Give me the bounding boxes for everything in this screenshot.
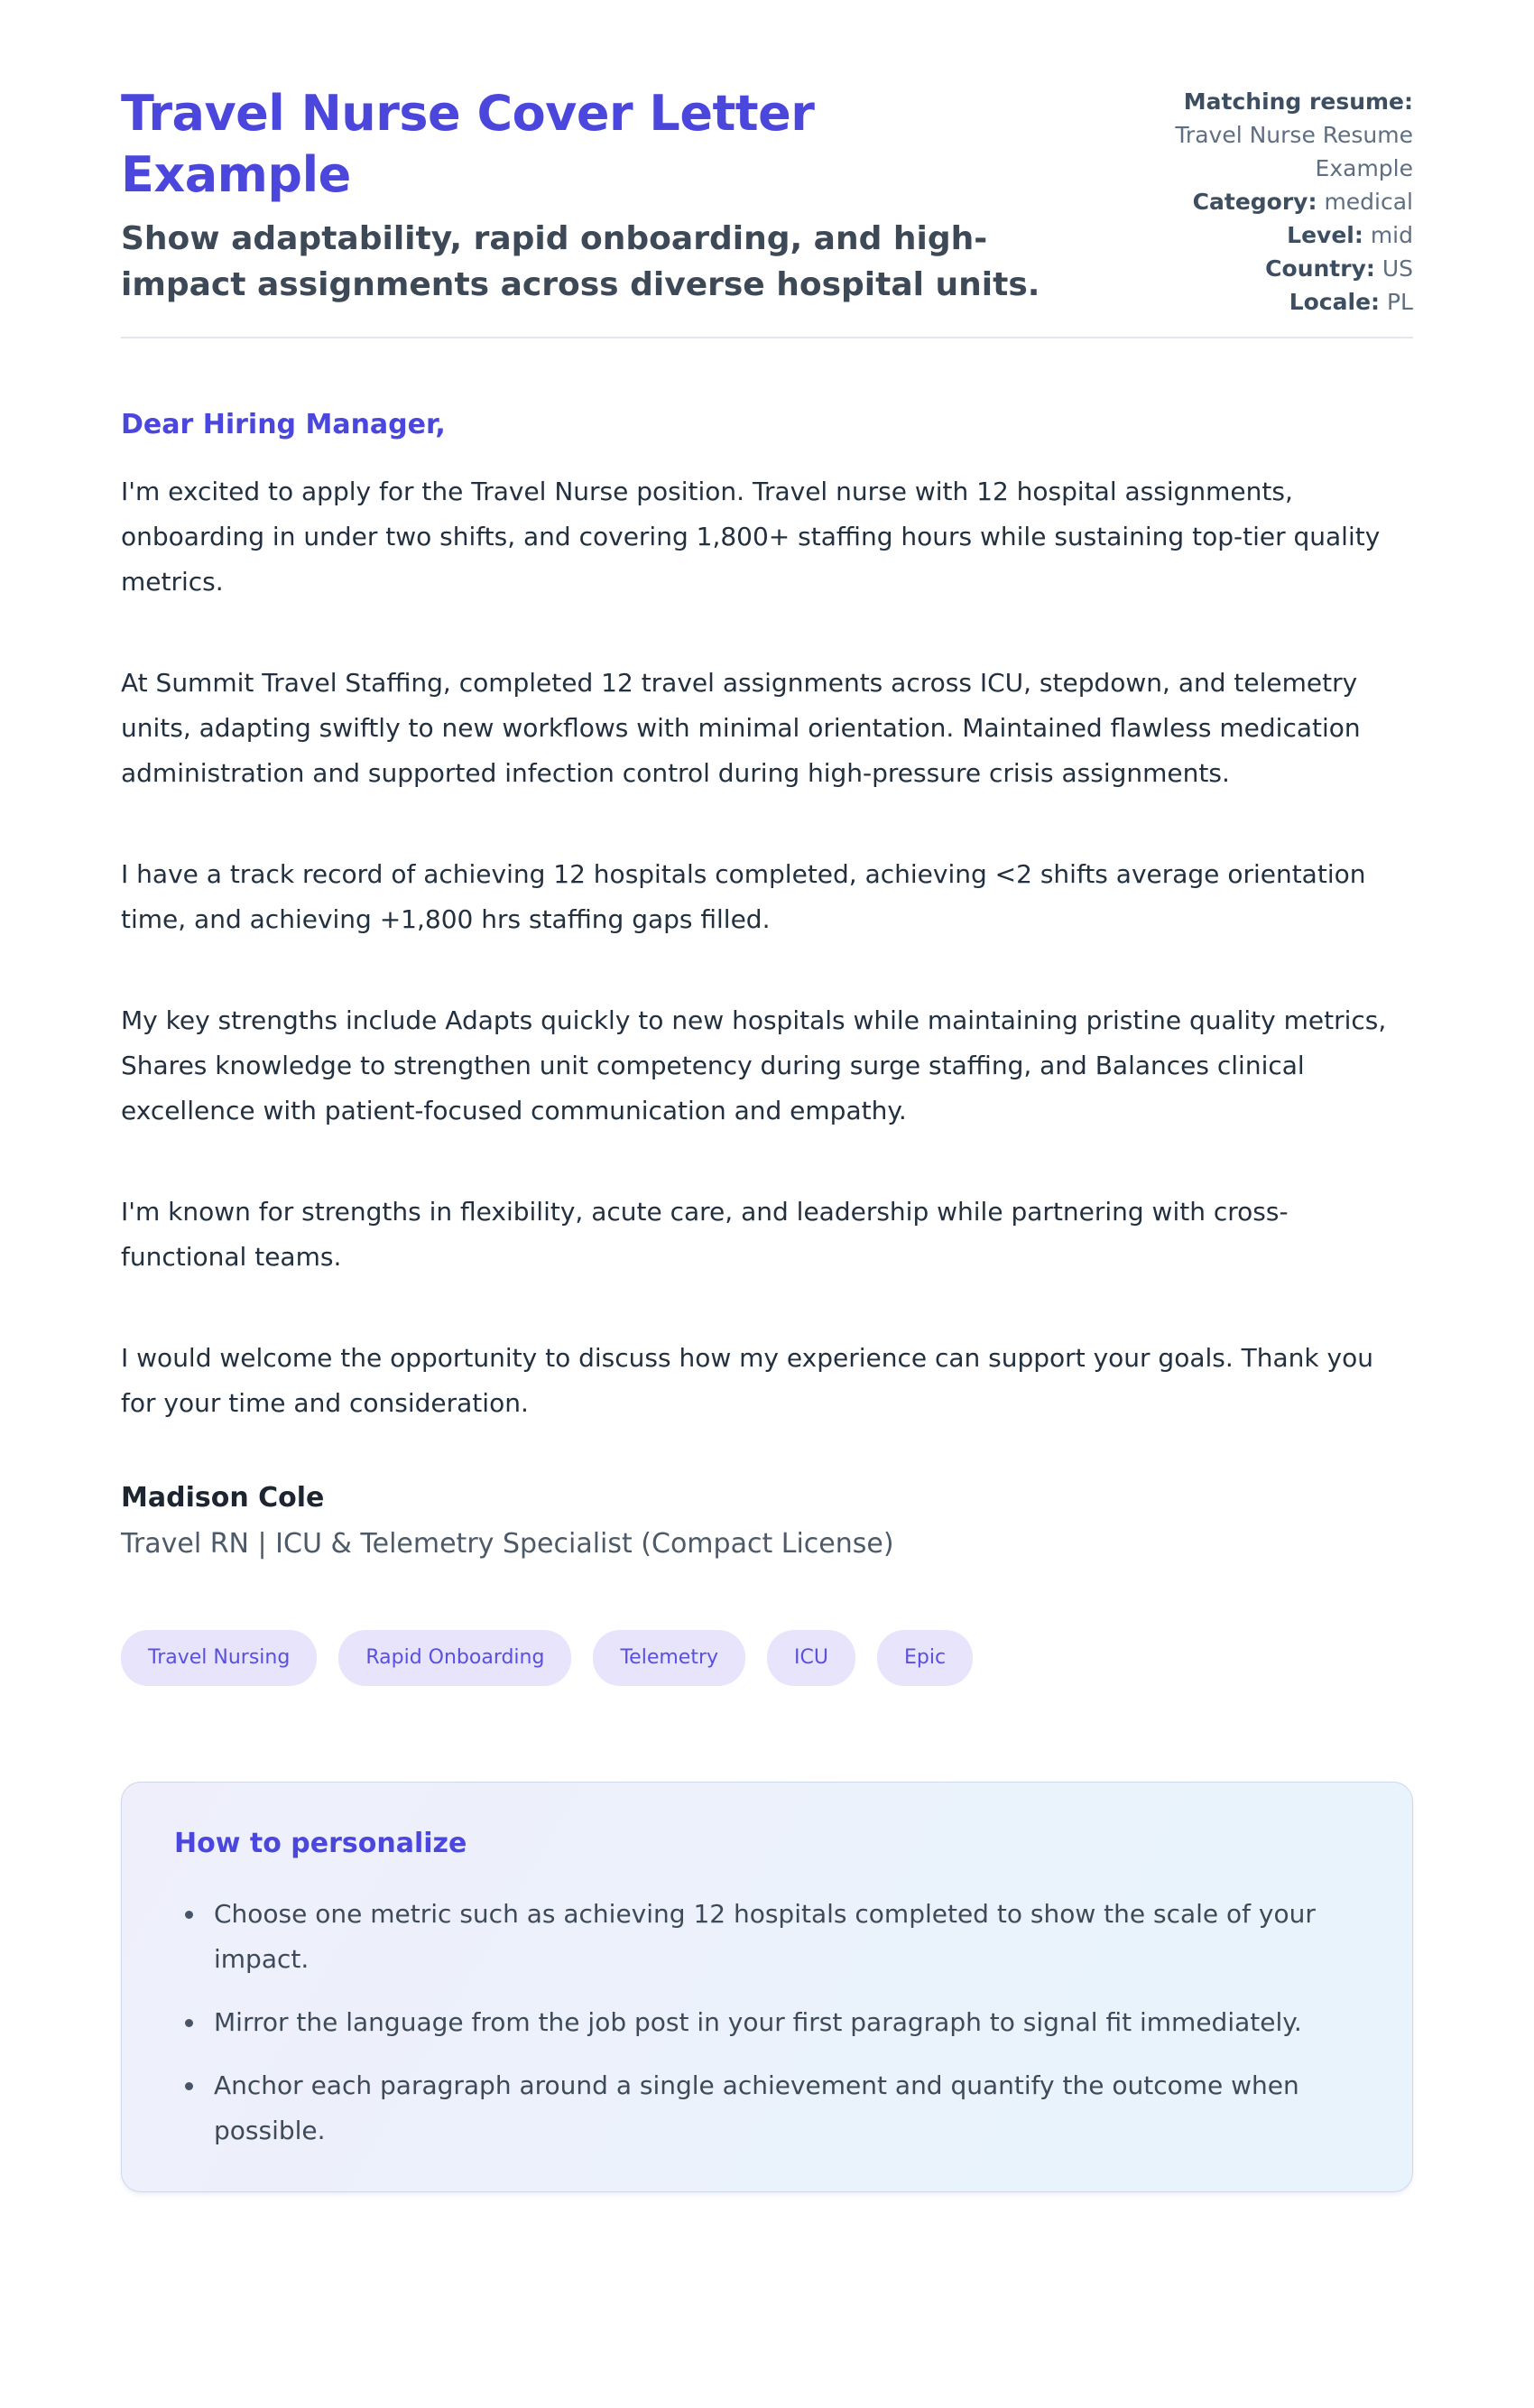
tips-list bbox=[174, 1892, 1360, 2153]
cover-letter-body bbox=[121, 409, 1413, 1560]
letter-paragraph: I'm excited to apply for the Travel Nurse position. Travel nurse with 12 hospital assignments, onboarding in under two shifts, and covering 1,800+ staffing hours while sustaining top-tier quality metrics. bbox=[121, 477, 1381, 597]
tip-item: • Choose one metric such as achieving 12 hospitals completed to show the scale of your impact. bbox=[207, 1892, 1360, 1982]
signature-role: Travel RN | ICU & Telemetry Specialist (Compact License) bbox=[121, 1528, 894, 1560]
letter-greeting: Dear Hiring Manager, bbox=[121, 409, 446, 440]
page-subtitle: Show adaptability, rapid onboarding, and high-impact assignments across diverse hospital units. bbox=[121, 220, 1040, 304]
meta-field-country-label: Country: bbox=[1265, 255, 1375, 282]
tip-item: • Mirror the language from the job post in your first paragraph to signal fit immediately. bbox=[207, 2000, 1360, 2045]
resume-meta-block bbox=[1115, 83, 1413, 319]
signature-block bbox=[121, 1482, 1413, 1560]
signature-name: Madison Cole bbox=[121, 1482, 325, 1514]
header-divider bbox=[121, 337, 1413, 338]
meta-field-locale-value: PL bbox=[1386, 289, 1413, 315]
meta-field-level-label: Level: bbox=[1287, 222, 1363, 248]
tips-title: How to personalize bbox=[174, 1828, 467, 1859]
meta-field-level bbox=[1115, 218, 1413, 252]
letter-paragraph: My key strengths include Adapts quickly to new hospitals while maintaining pristine quality metrics, Shares knowledge to strengthen unit competency during surge staffing, and Balances clinical excellence with patient-focused communication and empathy. bbox=[121, 1005, 1387, 1125]
page-header bbox=[121, 83, 1413, 319]
meta-field-country bbox=[1115, 252, 1413, 285]
letter-paragraph: I have a track record of achieving 12 hospitals completed, achieving <2 shifts average orientation time, and achieving +1,800 hrs staffing gaps filled. bbox=[121, 859, 1366, 934]
letter-paragraph: I would welcome the opportunity to discuss how my experience can support your goals. Thank you for your time and consideration. bbox=[121, 1343, 1373, 1418]
matching-resume-label: Matching resume: bbox=[1183, 88, 1413, 115]
tip-item: • Anchor each paragraph around a single achievement and quantify the outcome when possible. bbox=[207, 2063, 1360, 2153]
page-title: Travel Nurse Cover Letter Example bbox=[121, 85, 815, 203]
tag-chip-epic[interactable]: Epic bbox=[877, 1630, 973, 1686]
meta-field-locale-label: Locale: bbox=[1289, 289, 1381, 315]
matching-resume-value: Travel Nurse Resume Example bbox=[1175, 122, 1413, 181]
tag-chip-rapid-onboarding[interactable]: Rapid Onboarding bbox=[338, 1630, 571, 1686]
meta-field-category bbox=[1115, 185, 1413, 218]
meta-field-category-label: Category: bbox=[1192, 189, 1317, 215]
tag-chip-icu[interactable]: ICU bbox=[767, 1630, 855, 1686]
tag-chip-telemetry[interactable]: Telemetry bbox=[593, 1630, 745, 1686]
meta-field-locale bbox=[1115, 285, 1413, 319]
tag-chip-travel-nursing[interactable]: Travel Nursing bbox=[121, 1630, 317, 1686]
meta-field-category-value: medical bbox=[1324, 189, 1413, 215]
meta-field-level-value: mid bbox=[1370, 222, 1413, 248]
tag-list bbox=[121, 1630, 1413, 1686]
letter-paragraph: At Summit Travel Staffing, completed 12 travel assignments across ICU, stepdown, and telemetry units, adapting swiftly to new workflows with minimal orientation. Maintained flawless medication administration and supported infection control during high-pressure crisis assignments. bbox=[121, 668, 1361, 788]
how-to-personalize-box bbox=[121, 1782, 1413, 2192]
cover-letter-page bbox=[121, 0, 1413, 2279]
letter-paragraph: I'm known for strengths in flexibility, acute care, and leadership while partnering with cross-functional teams. bbox=[121, 1197, 1289, 1272]
header-title-block bbox=[121, 83, 1041, 308]
meta-field-country-value: US bbox=[1382, 255, 1413, 282]
